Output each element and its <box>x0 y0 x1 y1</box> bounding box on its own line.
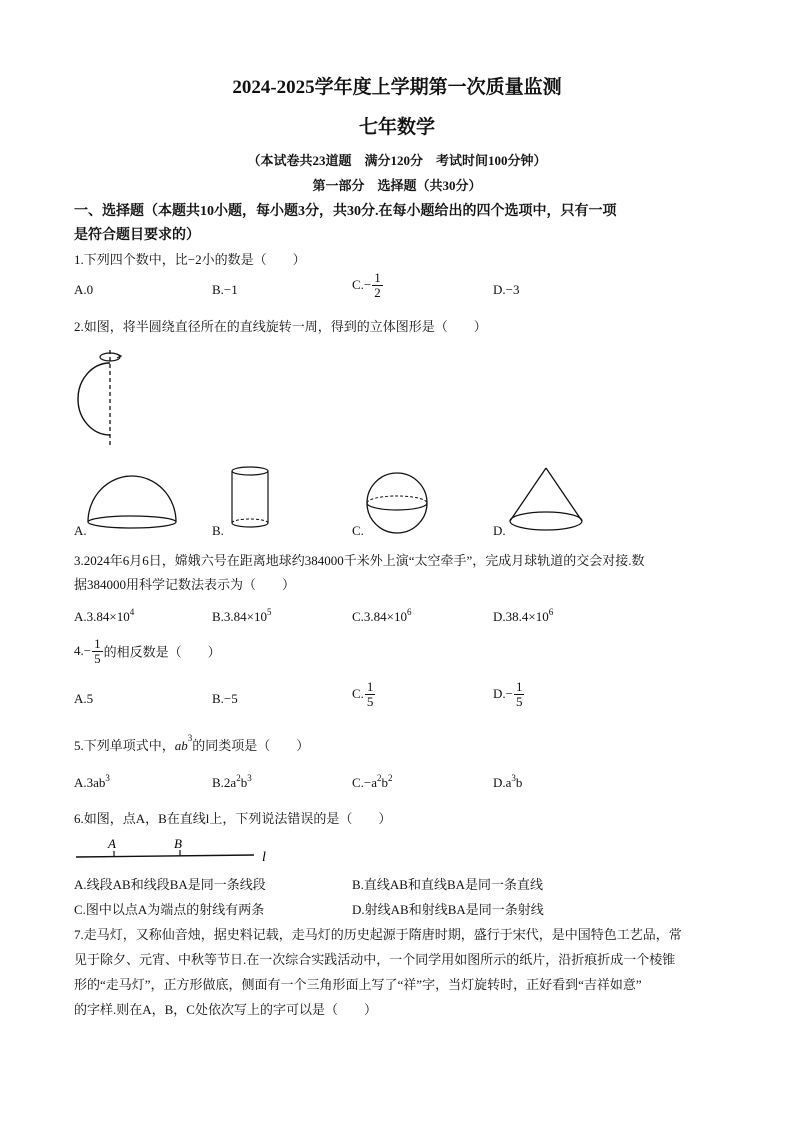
q4-option-c: C. $\frac{1}{5}$ <box>352 679 374 709</box>
q4-option-a: A.5 <box>74 691 94 706</box>
q4-stem: 4.− $\frac{1}{5}$ 的相反数是（ ） <box>74 636 221 666</box>
cylinder-icon <box>228 465 272 533</box>
subject-title: 七年数学 <box>358 117 435 138</box>
q6-option-d: D.射线AB和射线BA是同一条射线 <box>352 902 544 917</box>
hemisphere-icon <box>86 470 178 530</box>
q5-option-c: $C.-a^2b^2$ <box>352 773 393 790</box>
q2-option-b: B. <box>212 523 224 538</box>
q7-stem-line1: 7.走马灯，又称仙音烛，据史料记载，走马灯的历史起源于隋唐时期，盛行于宋代，是中国特色工艺品，常 <box>74 927 682 942</box>
q7-stem-line4: 的字样.则在A，B，C处依次写上的字可以是（ ） <box>74 1002 377 1017</box>
q1-stem: 1.下列四个数中，比−2小的数是（ ） <box>74 252 306 267</box>
q6-stem: 6.如图，点A，B在直线l上，下列说法错误的是（ ） <box>74 811 392 826</box>
semicircle-figure <box>70 345 130 450</box>
q1-option-b: B.−1 <box>212 282 238 297</box>
line-l-label: l <box>262 850 266 865</box>
q4-option-d: D.− $\frac{1}{5}$ <box>493 679 523 709</box>
sphere-icon <box>364 470 430 536</box>
q5-option-b: $B.2a^2b^3$ <box>212 773 252 790</box>
q6-option-b: B.直线AB和直线BA是同一条直线 <box>352 877 544 892</box>
cone-icon <box>508 465 584 535</box>
q3-option-d: $D.38.4\times 10^6$ <box>493 607 554 624</box>
point-a-label: A <box>108 836 116 851</box>
q7-stem-line3: 形的“走马灯”，正方形做底，侧面有一个三角形面上写了“祥”字，当灯旋转时，正好看到“吉祥如意” <box>74 977 642 992</box>
q3-stem-line1: 3.2024年6月6日，嫦娥六号在距离地球约384000千米外上演“太空牵手”，完成月球轨道的交会对接.数 <box>74 553 645 568</box>
line-figure <box>74 835 284 867</box>
exam-title: 2024-2025学年度上学期第一次质量监测 <box>232 77 562 98</box>
q1-option-a: A.0 <box>74 282 94 297</box>
section-heading-cont: 是符合题目要求的） <box>74 228 200 243</box>
q5-option-d: $D.a^3b$ <box>493 773 523 790</box>
q5-stem: 5.下列单项式中，$ab^3$的同类项是（ ） <box>74 733 310 753</box>
q5-option-a: $A.3ab^3$ <box>74 773 110 790</box>
q3-option-c: $C.3.84\times 10^6$ <box>352 607 412 624</box>
exam-info: （本试卷共23道题 满分120分 考试时间100分钟） <box>247 153 547 168</box>
q6-option-c: C.图中以点A为端点的射线有两条 <box>74 902 265 917</box>
q2-option-d: D. <box>493 523 506 538</box>
q6-option-a: A.线段AB和线段BA是同一条线段 <box>74 877 266 892</box>
q4-option-b: B.−5 <box>212 691 238 706</box>
point-b-label: B <box>174 836 182 851</box>
q3-option-b: $B.3.84\times 10^5$ <box>212 607 272 624</box>
q1-option-c: C.− $\frac{1}{2}$ <box>352 270 381 300</box>
section-heading: 一、选择题（本题共10小题，每小题3分，共30分.在每小题给出的四个选项中，只有一项 <box>74 204 617 219</box>
q2-stem: 2.如图，将半圆绕直径所在的直线旋转一周，得到的立体图形是（ ） <box>74 319 487 334</box>
q1-option-d: D.−3 <box>493 282 520 297</box>
q2-option-a: A. <box>74 523 87 538</box>
q2-option-c: C. <box>352 523 364 538</box>
q3-stem-line2: 据384000用科学记数法表示为（ ） <box>74 577 296 592</box>
q3-option-a: $A.3.84\times 10^4$ <box>74 607 135 624</box>
q7-stem-line2: 见于除夕、元宵、中秋等节日.在一次综合实践活动中，一个同学用如图所示的纸片，沿折痕折成一个棱锥 <box>74 952 676 967</box>
part-title: 第一部分 选择题（共30分） <box>312 178 482 193</box>
